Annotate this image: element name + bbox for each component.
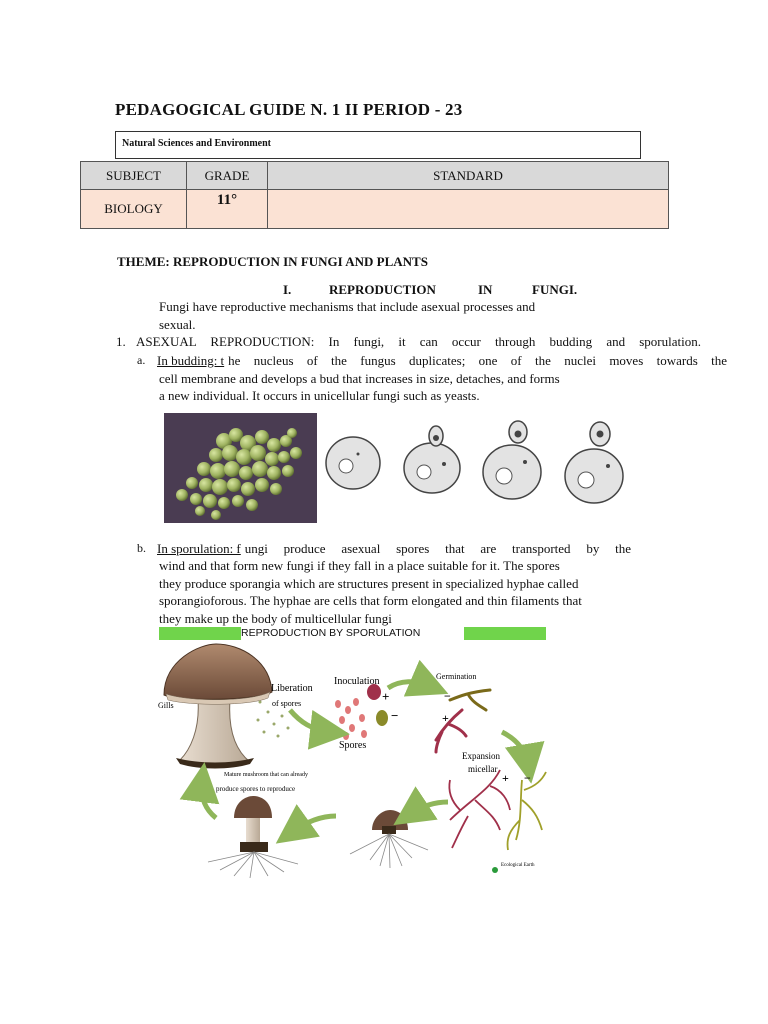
label-mature-1: Mature mushroom that can already	[224, 772, 308, 778]
item-number-1: 1.	[116, 334, 126, 349]
label-germination: Germination	[436, 672, 477, 681]
area-label: Natural Sciences and Environment	[115, 131, 641, 159]
header-grade: GRADE	[187, 162, 268, 190]
label-expansion-2: micellar	[468, 764, 498, 774]
yeast-cell-4	[565, 449, 623, 503]
section-word-3: FUNGI.	[532, 282, 578, 297]
item-letter-b: b.	[137, 541, 146, 555]
label-mature-2: produce spores to reproduce	[216, 785, 296, 793]
budding-line-1	[157, 352, 727, 369]
label-minus-hypha: −	[444, 689, 451, 703]
arrow-expansion	[502, 732, 528, 764]
table-row	[81, 190, 669, 229]
arrow-maturation	[292, 816, 336, 832]
label-credit: Ecological Earth	[501, 863, 535, 868]
subject-table	[80, 161, 669, 229]
page-title: PEDAGOGICAL GUIDE N. 1 II PERIOD - 23	[115, 100, 463, 119]
arrow-cycle	[202, 782, 216, 818]
budding-line-2: cell membrane and develops a bud that increases in size, detaches, and forms	[159, 371, 560, 386]
sporulation-cycle-diagram	[150, 640, 550, 880]
section-word-1: REPRODUCTION	[329, 282, 436, 297]
globe-icon	[492, 867, 498, 873]
cell-subject: BIOLOGY	[81, 190, 187, 229]
label-expansion-1: Expansion	[462, 751, 500, 761]
label-gills: Gills	[158, 701, 174, 710]
section-number: I.	[283, 282, 292, 297]
asexual-line: ASEXUAL REPRODUCTION: In fungi, it can occur through budding and sporulation.	[136, 334, 701, 349]
header-subject: SUBJECT	[81, 162, 187, 190]
young-mushroom	[350, 810, 428, 868]
section-word-2: IN	[478, 282, 493, 297]
mycelium-plus	[449, 770, 510, 848]
germinating-hypha-minus	[450, 690, 490, 710]
label-liberation-2: of spores	[272, 699, 302, 708]
label-plus-mycelium: +	[502, 771, 509, 785]
label-spores: Spores	[339, 740, 367, 751]
sporulation-line-2: wind and that form new fungi if they fall in a place suitable for it. The spores	[159, 558, 560, 573]
mature-mushroom	[164, 644, 272, 769]
table-header-row	[81, 162, 669, 190]
intro-line-1: Fungi have reproductive mechanisms that include asexual processes and	[159, 299, 536, 314]
budding-sequence-diagram	[320, 420, 630, 510]
spores-cluster	[331, 698, 367, 740]
label-plus-hypha: +	[442, 711, 449, 725]
sporulation-line-5: they make up the body of multicellular fungi	[159, 611, 392, 626]
header-standard: STANDARD	[268, 162, 669, 190]
label-minus-spore: −	[391, 708, 399, 723]
sporulation-line-1	[157, 540, 631, 557]
yeast-micrograph-art	[164, 413, 317, 523]
item-letter-a: a.	[137, 353, 146, 367]
yeast-cell-3	[483, 445, 541, 499]
yeast-cell-1	[326, 437, 380, 489]
label-liberation-1: Liberation	[271, 683, 313, 694]
sporulation-term: In sporulation: f	[157, 541, 241, 556]
sporulation-line-1-rest: ungi produce asexual spores that are transported by the	[244, 541, 631, 556]
yeast-cell-2	[404, 443, 460, 493]
diagram-banner-label: REPRODUCTION BY SPORULATION	[241, 627, 464, 640]
arrow-liberation	[290, 710, 330, 732]
spore-minus	[376, 710, 388, 726]
sporulation-line-4: sporangioforous. The hyphae are cells that form elongated and thin filaments that	[159, 593, 582, 608]
arrow-growth	[410, 802, 448, 814]
arrow-germination	[388, 682, 430, 688]
cell-grade: 11°	[187, 190, 268, 229]
theme-heading: THEME: REPRODUCTION IN FUNGI AND PLANTS	[117, 254, 428, 269]
cell-standard	[268, 190, 669, 229]
yeast-micrograph	[164, 413, 317, 523]
adult-mushroom	[208, 796, 298, 878]
label-inoculation: Inoculation	[334, 676, 380, 687]
budding-term: In budding: t	[157, 353, 225, 368]
germinating-hypha-plus	[436, 710, 466, 752]
intro-line-2: sexual.	[159, 317, 196, 332]
label-minus-mycelium: −	[524, 771, 531, 785]
budding-line-3: a new individual. It occurs in unicellular fungi such as yeasts.	[159, 388, 480, 403]
sporulation-line-3: they produce sporangia which are structures present in specialized hyphae called	[159, 576, 579, 591]
budding-line-1-rest: he nucleus of the fungus duplicates; one of the nuclei moves towards the	[228, 353, 727, 368]
label-plus-spore: +	[382, 689, 390, 704]
